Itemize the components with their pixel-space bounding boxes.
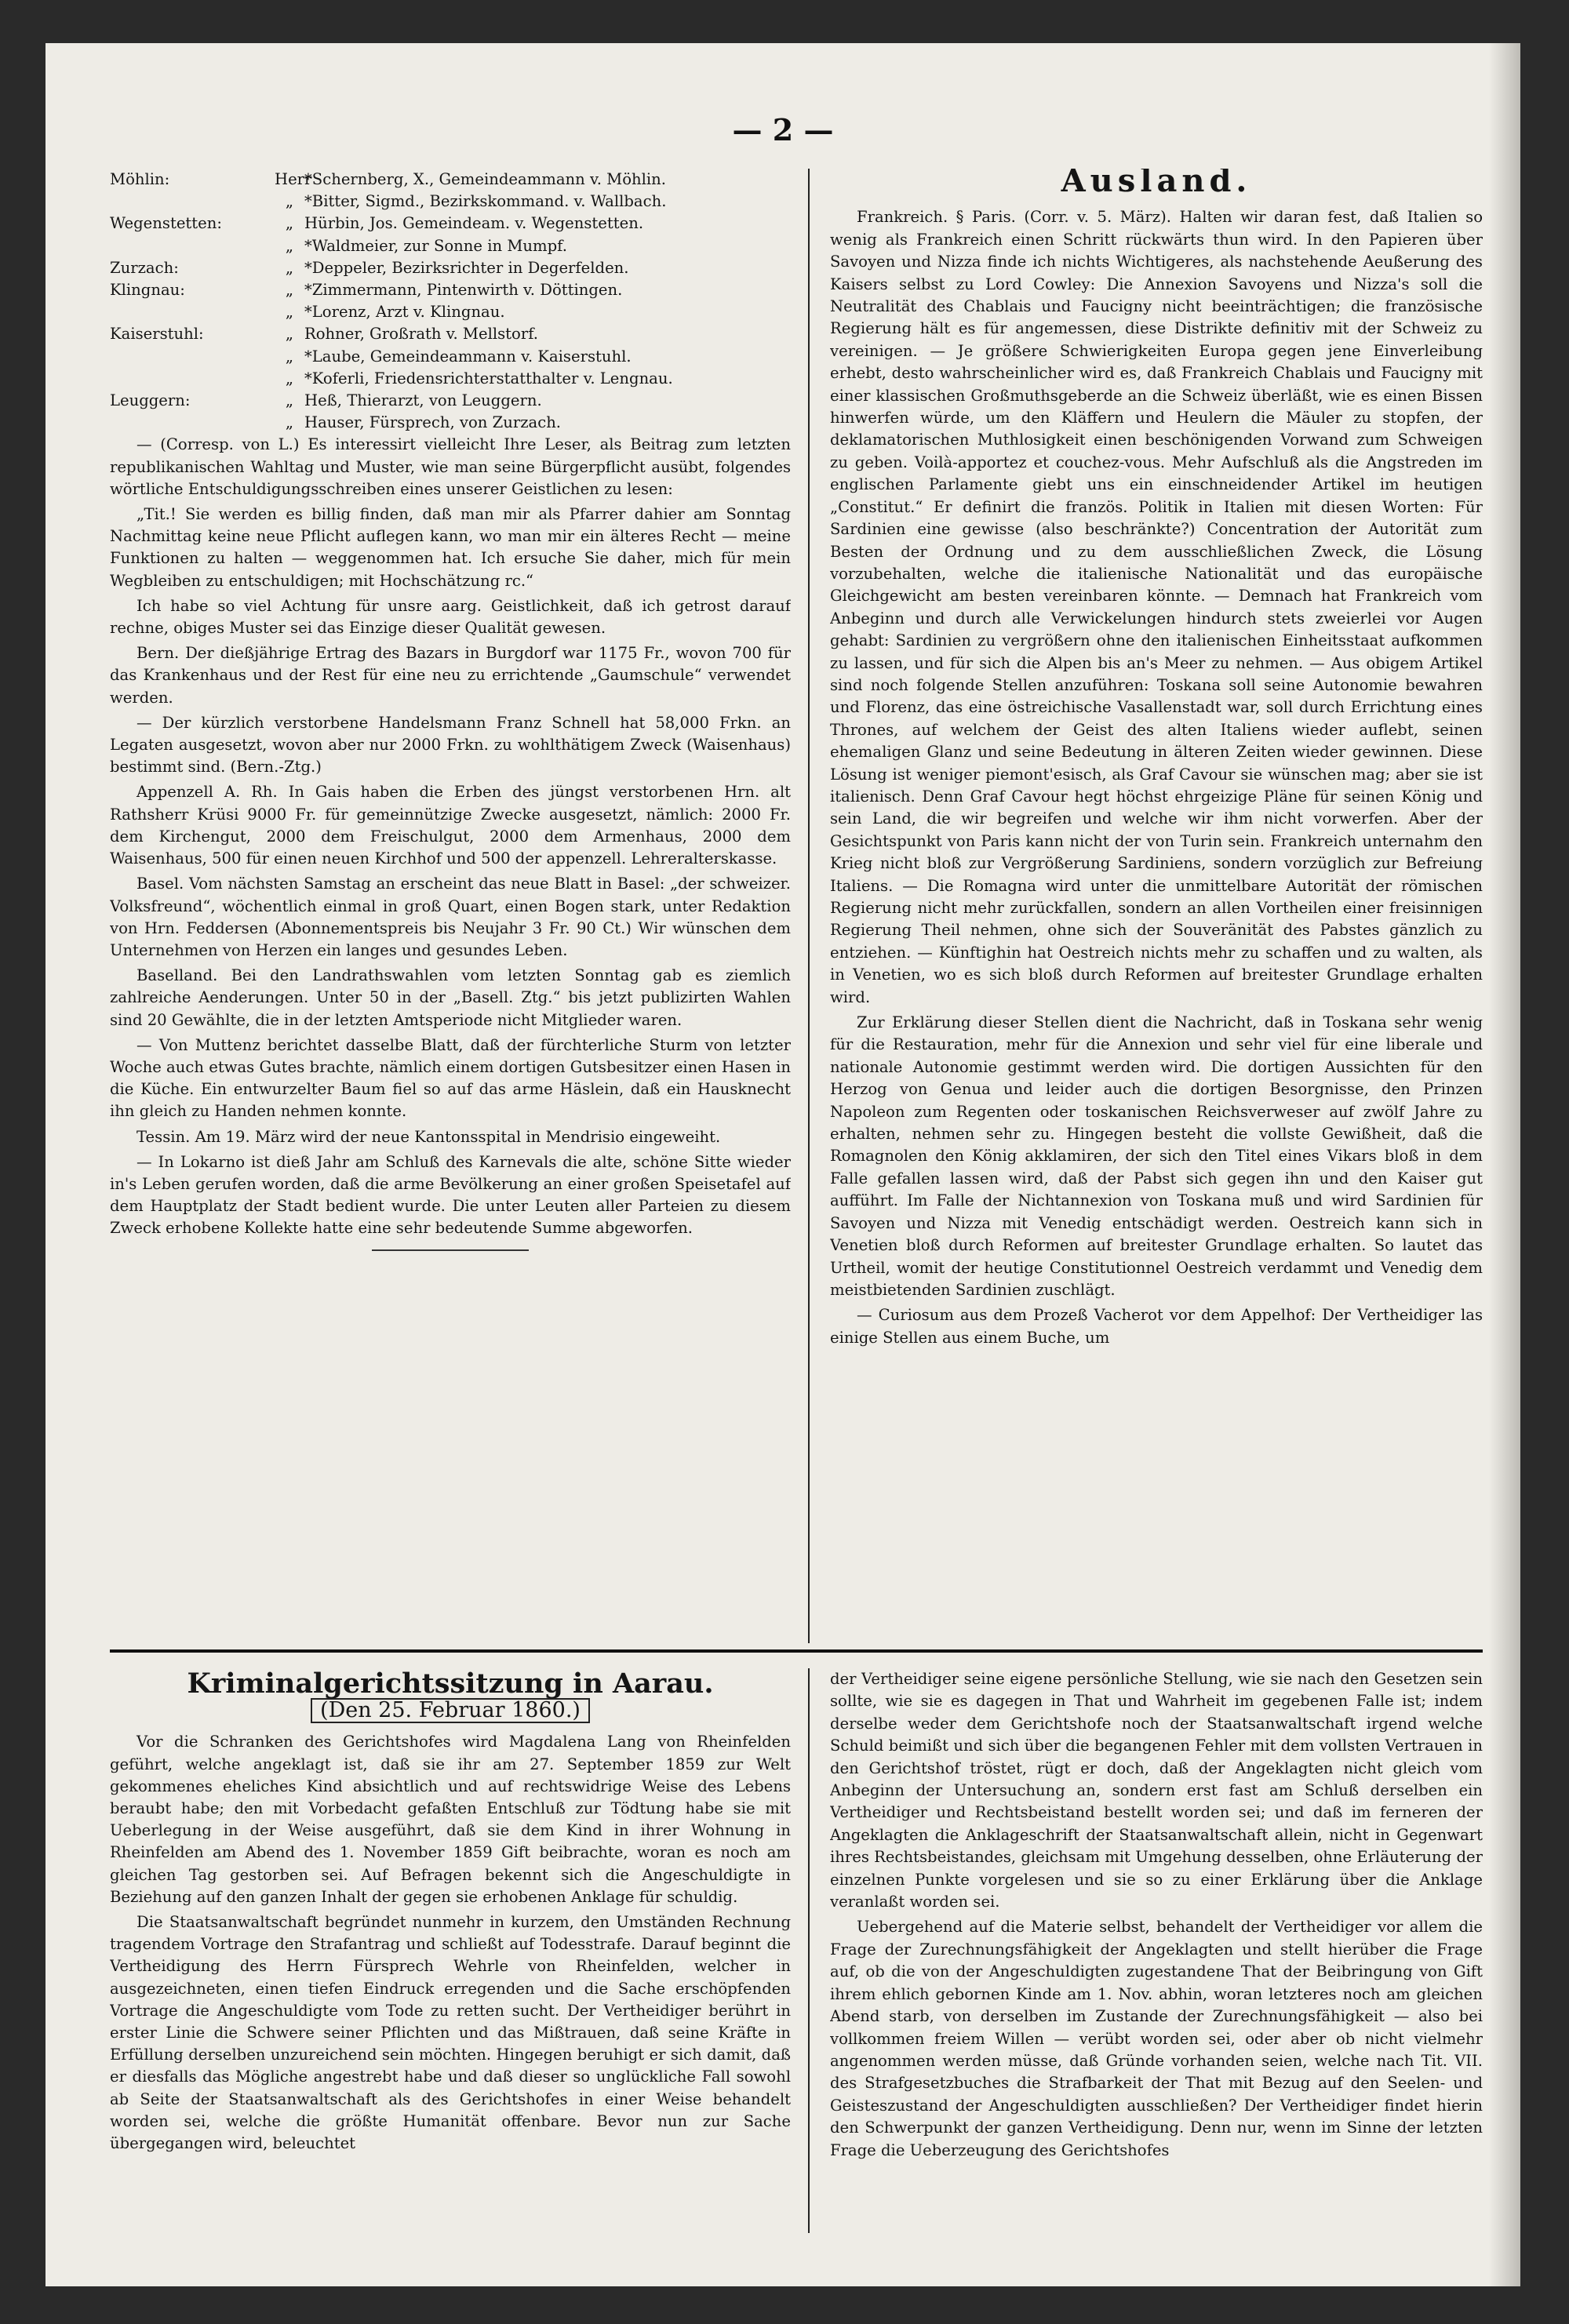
section-end-rule [372,1249,529,1251]
list-item: Möhlin: Herr *Schernberg, X., Gemeindeammann v. Möhlin. [110,170,667,188]
list-item: Leuggern: „ Heß, Thierarzt, von Leuggern. [110,391,542,410]
news-tessin: Tessin. Am 19. März wird der neue Kantonsspital in Mendrisio eingeweiht. [137,1127,721,1146]
right-bottom-column [830,1668,1483,2233]
newspaper-page [46,43,1520,2286]
left-bottom-column [110,1668,791,2233]
article-paragraph: Zur Erklärung dieser Stellen dient die Nachricht, daß in Toskana sehr wenig für die Restauration, mehr für die Annexion und sehr viel für eine liberale und nationale Autonomie gestimmt werden wird. Die dortigen Aussichten für den Herzog von Genua und leider auch die dortigen Besorgnisse, den Prinzen Napoleon zum Regenten oder toskanischen Reichsverweser auf zwölf Jahre zu erhalten, nehmen sehr zu. Hingegen besteht die vollste Gewißheit, daß die Romagnolen den König akklamiren, der sich den Titel eines Vikars bloß in dem Falle gefallen lassen wird, daß der Pabst sich gegen ihn und den Kaiser gut aufführt. Im Falle der Nichtannexion von Toskana muß und wird Sardinien für Savoyen und Nizza mit Venedig entschädigt werden. Oestreich kann sich in Venetien bloß durch Reformen auf breitester Grundlage erhalten. So lautet das Urtheil, womit der heutige Constitutionnel Oestreich verdammt und Venedig dem meistbietenden Sardinien zuschlägt. [830,1013,1483,1299]
list-item: „ Hauser, Fürsprech, von Zurzach. [285,413,562,432]
left-top-column [110,169,791,1565]
section-title-kriminal: Kriminalgerichtssitzung in Aarau. [187,1668,714,1700]
article-paragraph: Die Staatsanwaltschaft begründet nunmehr in kurzem, den Umständen Rechnung tragendem Vortrage den Strafantrag und schließt auf Todesstrafe. Darauf beginnt die Vertheidigung des Herrn Fürsprech Wehrle von Rheinfelden, welcher in ausgezeichneten, einen tiefen Eindruck erregenden und die Sache erschöpfenden Vortrage die Angeschuldigte vom Tode zu retten sucht. Der Vertheidiger berührt in erster Linie die Schwere seiner Pflichten und das Mißtrauen, daß seine Kräfte in Erfüllung derselben unzureichend sein möchten. Hingegen beruhigt er sich damit, daß er diesfalls das Mögliche angestrebt habe und daß dieser so unglückliche Fall sowohl ab Seite der Staatsanwaltschaft als des Gerichtshofes in einer Weise behandelt worden sei, welche die größte Humanität offenbare. Bevor nun zur Sache übergegangen wird, beleuchtet [110,1913,791,2153]
page-edge-shadow [1489,43,1520,2286]
section-date: (Den 25. Februar 1860.) [110,1698,791,1723]
list-item: Zurzach: „ *Deppeler, Bezirksrichter in Degerfelden. [110,258,629,277]
article-paragraph: Ich habe so viel Achtung für unsre aarg. Geistlichkeit, daß ich getrost darauf rechne, obiges Muster sei das Einzige dieser Qualität gewesen. [110,596,791,638]
list-item: „ *Waldmeier, zur Sonne in Mumpf. [285,236,567,255]
article-paragraph: Uebergehend auf die Materie selbst, behandelt der Vertheidiger vor allem die Frage der Zurechnungsfähigkeit der Angeklagten und stellt hierüber die Frage auf, ob die von der Angeschuldigten zugestandene That der Beibringung von Gift ihrem ehlich gebornen Kinde am 1. Nov. abhin, woran letzteres noch am gleichen Abend starb, von derselben im Zustande der Zurechnungsfähigkeit — also bei vollkommen freiem Willen — verübt worden sei, oder aber ob nicht vielmehr angenommen werden müsse, daß Gründe vorhanden seien, welche nach Tit. VII. des Strafgesetzbuches die Strafbarkeit der That mit Bezug auf den Seelen- und Geisteszustand der Angeschuldigten ausschließen? Der Vertheidiger findet hierin den Schwerpunkt der ganzen Vertheidigung. Denn nur, wenn im Sinne der letzten Frage die Ueberzeugung des Gerichtshofes [830,1918,1483,2159]
list-item: Kaiserstuhl: „ Rohner, Großrath v. Mellstorf. [110,325,538,344]
news-basel: Basel. Vom nächsten Samstag an erscheint das neue Blatt in Basel: „der schweizer. Volksfreund“, wöchentlich einmal in groß Quart, einen Bogen stark, unter Redaktion von Hrn. Feddersen (Abonnementspreis bis Neujahr 3 Fr. 90 Ct.) Wir wünschen dem Unternehmen von Herzen ein langes und gesundes Leben. [110,875,791,959]
right-top-column [830,169,1483,1651]
news-appenzell: Appenzell A. Rh. In Gais haben die Erben des jüngst verstorbenen Hrn. alt Rathsherr Krüsi 9000 Fr. für gemeinnützige Zwecke ausgesetzt, nämlich: 2000 Fr. dem Kirchengut, 2000 dem Freischulgut, 2000 dem Armenhaus, 2000 dem Waisenhaus, 500 für einen neuen Kirchhof und 500 der appenzell. Lehreralterskasse. [110,783,791,868]
news-muttenz: — Von Muttenz berichtet dasselbe Blatt, daß der fürchterliche Sturm von letzter Woche auch etwas Gutes brachte, nämlich einem dortigen Gutsbesitzer einen Hasen in die Küche. Ein entwurzelter Baum fiel so auf das arme Häslein, daß ein Hausknecht ihn gleich zu Handen nehmen konnte. [110,1035,791,1121]
news-bern-legacy: — Der kürzlich verstorbene Handelsmann Franz Schnell hat 58,000 Frkn. an Legaten ausgesetzt, wovon aber nur 2000 Frkn. zu wohlthätigem Zweck (Waisenhaus) bestimmt sind. (Bern.-Ztg.) [110,713,791,776]
list-item: „ *Koferli, Friedensrichterstatthalter v. Lengnau. [285,369,673,387]
list-item: „ *Bitter, Sigmd., Bezirkskommand. v. Wallbach. [285,192,667,211]
list-item: Klingnau: „ *Zimmermann, Pintenwirth v. Döttingen. [110,281,623,300]
article-paragraph: der Vertheidiger seine eigene persönliche Stellung, wie sie nach den Gesetzen sein sollte, wie sie es dagegen in That und Wahrheit im gegebenen Falle ist; indem derselbe weder dem Gerichtshofe noch der Staatsanwaltschaft irgend welche Schuld beimißt und sich über die begangenen Fehler mit dem vollsten Vertrauen in den Gerichtshof tröstet, rügt er doch, daß der Angeklagten nicht gleich vom Anbeginn der Untersuchung an, sondern erst fast am Schluß derselben ein Vertheidiger und Rechtsbeistand bestellt worden sei; und daß im ferneren der Angeklagten die Anklageschrift der Staatsanwaltschaft allein, nicht in Gegenwart ihres Rechtsbeistandes, gleichsam mit Umgehung desselben, ohne Erläuterung der einzelnen Punkte vorgelesen und sie so zu einer Erklärung über die Anklage veranlaßt worden sei. [830,1670,1483,1911]
page-number: — 2 — [732,112,834,147]
list-item: Wegenstetten: „ Hürbin, Jos. Gemeindeam. v. Wegenstetten. [110,214,644,233]
news-lokarno: — In Lokarno ist dieß Jahr am Schluß des Karnevals die alte, schöne Sitte wieder in's Leben gerufen worden, daß die arme Bevölkerung an einer großen Speisetafel auf dem Hauptplatz der Stadt bedient wurde. Die unter Leuten aller Parteien zu diesem Zweck erhobene Kollekte hatte eine sehr bedeutende Summe abgeworfen. [110,1152,791,1238]
officials-list [110,169,791,434]
quoted-letter: „Tit.! Sie werden es billig finden, daß man mir als Pfarrer dahier am Sonntag Nachmittag keine neue Pflicht auflegen kann, wo man mir ein älteres Recht — meine Funktionen zu halten — weggenommen hat. Ich ersuche Sie daher, mich für mein Wegbleiben zu entschuldigen; mit Hochschätzung rc.“ [110,505,791,590]
column-divider-top [808,169,810,1643]
news-bern: Bern. Der dießjährige Ertrag des Bazars in Burgdorf war 1175 Fr., wovon 700 für das Krankenhaus und der Rest für eine neu zu errichtende „Gaumschule“ verwendet werden. [110,644,791,707]
list-item: „ *Laube, Gemeindeammann v. Kaiserstuhl. [285,347,632,366]
news-frankreich: Frankreich. § Paris. (Corr. v. 5. März). Halten wir daran fest, daß Italien so wenig als Frankreich einen Schritt rückwärts thun wird. In den Papieren über Savoyen und Nizza finde ich nichts Wichtigeres, als nachstehende Aeußerung des Kaisers selbst zu Lord Cowley: Die Annexion Savoyens und Nizza's soll die Neutralität des Chablais und Faucigny nicht beeinträchtigen; die französische Regierung hält es für angemessen, diese Distrikte definitiv mit der Schweiz zu vereinigen. — Je größere Schwierigkeiten Europa gegen jene Einverleibung erhebt, desto wahrscheinlicher wird es, daß Frankreich Chablais und Faucigny mit einer klassischen Großmuthsgeberde an die Schweiz überläßt, wie es einen Bissen hinwerfen würde, um den Kläffern und Heulern die Mäuler zu stopfen, der deklamatorischen Muthlosigkeit einen beschönigenden Vorwand zum Schweigen zu geben. Voilà-apportez et couchez-vous. Mehr Aufschluß als die Angstreden im englischen Parlamente giebt uns ein einschneidender Artikel im heutigen „Constitut.“ Er definirt die französ. Politik in Italien mit diesen Worten: Für Sardinien eine gewisse (also beschränkte?) Concentration der Autorität zum Besten der Ordnung und zu dem ausschließlichen Zweck, die Lösung vorzubehalten, welche die italienische Nationalität und das europäische Gleichgewicht am besten vereinbaren könnte. — Demnach hat Frankreich vom Anbeginn und durch alle Verwickelungen hindurch stets zweierlei vor Augen gehabt: Sardinien zu vergrößern ohne den italienischen Einheitsstaat aufkommen zu lassen, und für sich die Alpen bis an's Meer zu nehmen. — Aus obigem Artikel sind noch folgende Stellen anzuführen: Toskana soll seine Autonomie bewahren und Florenz, das eine östreichische Vasallenstadt war, soll durch Errichtung eines Thrones, auf welchem der Geist des alten Italiens wieder auflebt, seinen ehemaligen Glanz und seine Bedeutung in älteren Zeiten wieder gewinnen. Diese Lösung ist weniger piemont'esisch, als Graf Cavour sie wünschen mag; aber sie ist italienisch. Denn Graf Cavour hegt höchst ehrgeizige Pläne für seinen König und sein Land, die wir begreifen und welche wir ihm nicht vorwerfen. Aber der Gesichtspunkt von Paris kann nicht der von Turin sein. Frankreich unternahm den Krieg nicht bloß zur Vergrößerung Sardiniens, sondern vorzüglich zur Befreiung Italiens. — Die Romagna wird unter die unmittelbare Autorität der römischen Regierung nicht mehr zurückfallen, sondern an allen Vortheilen einer freisinnigen Regierung Theil nehmen, ohne sich der Souveränität des Pabstes gänzlich zu entziehen. — Künftighin hat Oestreich nichts mehr zu schaffen und zu walten, als in Venetien, wo es sich bloß durch Reformen auf breitester Grundlage erhalten wird. [830,208,1483,1006]
section-divider-rule [110,1649,1483,1653]
article-paragraph: Vor die Schranken des Gerichtshofes wird Magdalena Lang von Rheinfelden geführt, welche angeklagt ist, daß sie ihr am 27. September 1859 zur Welt gekommenes eheliches Kind absichtlich und auf rechtswidrige Weise des Lebens beraubt habe; den mit Vorbedacht gefaßten Entschluß zur Tödtung habe sie mit Ueberlegung in der Weise ausgeführt, daß sie dem Kind in ihrer Wohnung in Rheinfelden am Abend des 1. November 1859 Gift beibrachte, woran es noch am gleichen Tag gestorben sei. Auf Befragen bekennt sich die Angeschuldigte in Beziehung auf den ganzen Inhalt der gegen sie erhobenen Anklage für schuldig. [110,1733,791,1906]
article-paragraph: — (Corresp. von L.) Es interessirt vielleicht Ihre Leser, als Beitrag zum letzten republikanischen Wahltag und Muster, wie man seine Bürgerpflicht ausübt, folgendes wörtliche Entschuldigungsschreiben eines unserer Geistlichen zu lesen: [110,435,791,498]
section-title-ausland: Ausland. [1061,169,1252,199]
column-divider-bottom [808,1668,810,2233]
news-baselland: Baselland. Bei den Landrathswahlen vom letzten Sonntag gab es ziemlich zahlreiche Aenderungen. Unter 50 in der „Basell. Ztg.“ bis jetzt publizirten Wahlen sind 20 Gewählte, die in der letzten Amtsperiode nicht Mitglieder waren. [110,966,791,1029]
article-paragraph: — Curiosum aus dem Prozeß Vacherot vor dem Appelhof: Der Vertheidiger las einige Stellen aus einem Buche, um [830,1306,1483,1347]
list-item: „ *Lorenz, Arzt v. Klingnau. [285,303,505,322]
